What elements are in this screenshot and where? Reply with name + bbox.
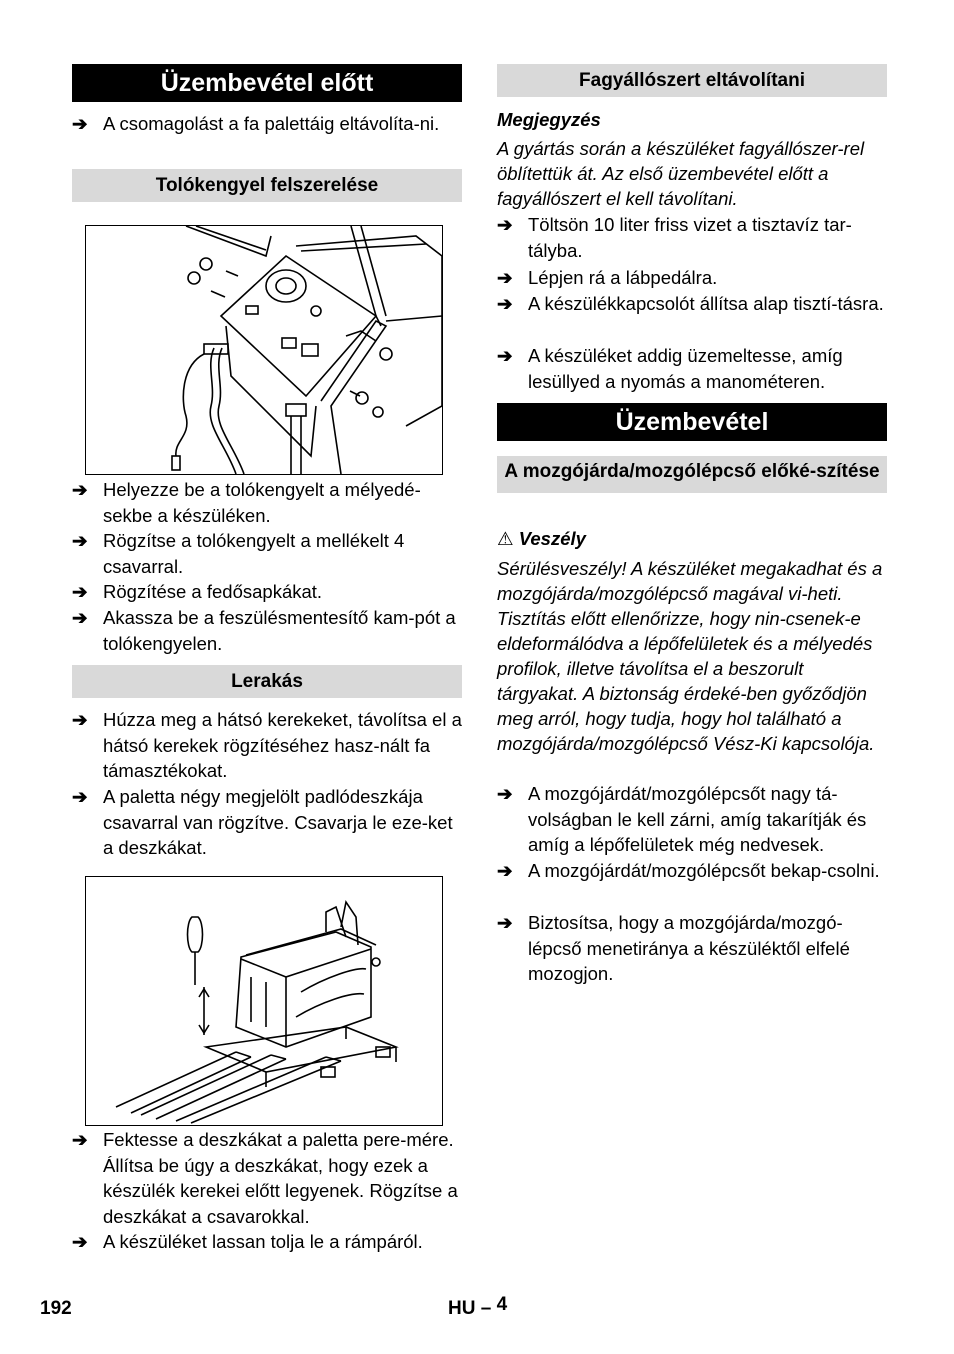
subheading-prepare-escalator: A mozgójárda/mozgólépcső előké-szítése [497, 456, 887, 493]
arrow-icon: ➔ [72, 530, 88, 551]
section-heading-before-commissioning: Üzembevétel előtt [72, 64, 462, 102]
subheading-remove-antifreeze: Fagyállószert eltávolítani [497, 64, 887, 97]
note-label: Megjegyzés [497, 109, 601, 130]
warning-triangle-icon: ⚠ [497, 528, 514, 549]
note-text: A gyártás során a készüléket fagyállószer-rel öblítettük át. Az első üzembevétel előtt a fagyállószert el kell távolítani. [497, 138, 865, 209]
page-number: 192 [40, 1298, 72, 1319]
bullet-pallet-boards: ➔ A paletta négy megjelölt padlódeszkája csavarral van rögzítve. Csavarja le eze-ket a deszkákat. [72, 786, 453, 858]
arrow-icon: ➔ [497, 267, 513, 288]
footer-section-number: 4 [496, 1294, 508, 1315]
bullet-remove-packaging: ➔ A csomagolást a fa palettáig eltávolíta-ni. [72, 111, 462, 137]
arrow-icon: ➔ [497, 860, 513, 881]
danger-heading [497, 528, 586, 550]
pallet-ramp-illustration [86, 877, 442, 1125]
arrow-icon: ➔ [72, 607, 88, 628]
arrow-icon: ➔ [72, 581, 88, 602]
arrow-icon: ➔ [72, 1231, 88, 1252]
bullet-strain-relief-hook: ➔ Akassza be a feszülésmentesítő kam-pót a tolókengyelen. [72, 607, 456, 654]
bullet-fix-caps: ➔ Rögzítése a fedősapkákat. [72, 579, 462, 605]
bullet-fix-screws: ➔ Rögzítse a tolókengyelt a mellékelt 4 csavarral. [72, 530, 405, 577]
arrow-icon: ➔ [497, 345, 513, 366]
bullet-place-boards: ➔ Fektesse a deszkákat a paletta pere-mére. Állítsa be úgy a deszkákat, hogy ezek a készülék kerekei előtt legyenek. Rögzítse a deszkákat a csavarokkal. [72, 1129, 458, 1227]
footer-lang [448, 1294, 508, 1320]
danger-label: Veszély [518, 528, 586, 549]
figure-push-handle-assembly [85, 225, 443, 475]
arrow-icon: ➔ [72, 709, 88, 730]
arrow-icon: ➔ [497, 214, 513, 235]
bullet-fill-water: ➔ Töltsön 10 liter friss vizet a tisztavíz tar-tályba. [497, 214, 852, 261]
bullet-rear-wheels: ➔ Húzza meg a hátsó kerekeket, távolítsa el a hátsó kerekek rögzítéséhez hasz-nált fa támasztékokat. [72, 709, 462, 781]
bullet-push-down-ramp: ➔ A készüléket lassan tolja le a rámpáról. [72, 1229, 462, 1255]
arrow-icon: ➔ [497, 912, 513, 933]
bullet-running-direction: ➔ Biztosítsa, hogy a mozgójárda/mozgó-lépcső menetiránya a készüléktől elfelé mozogjon. [497, 912, 850, 984]
subheading-push-handle: Tolókengyel felszerelése [72, 169, 462, 202]
figure-unloading-ramp [85, 876, 443, 1126]
bullet-close-off-escalator: ➔ A mozgójárdát/mozgólépcsőt nagy tá-volságban le kell zárni, amíg takarítják és amíg a lépőfelületek még nedvesek. [497, 783, 867, 855]
arrow-icon: ➔ [497, 783, 513, 804]
section-heading-commissioning: Üzembevétel [497, 403, 887, 441]
arrow-icon: ➔ [497, 293, 513, 314]
footer-dash: – [480, 1298, 492, 1319]
footer-lang-code: HU [448, 1298, 476, 1319]
arrow-icon: ➔ [72, 786, 88, 807]
arrow-icon: ➔ [72, 113, 88, 134]
arrow-icon: ➔ [72, 1129, 88, 1150]
bullet-operate-until-pressure: ➔ A készüléket addig üzemeltesse, amíg lesüllyed a nyomás a manométeren. [497, 345, 843, 392]
arrow-icon: ➔ [72, 479, 88, 500]
bullet-insert-handle: ➔ Helyezze be a tolókengyelt a mélyedé-sekbe a készüléken. [72, 479, 421, 526]
bullet-basic-cleaning-switch: ➔ A készülékkapcsolót állítsa alap tisztí-tásra. [497, 291, 887, 317]
danger-text: Sérülésveszély! A készüléket megakadhat és a mozgójárda/mozgólépcső magával vi-heti. Tisztítás előtt ellenőrizze, hogy nin-csenek-e eldeformálódva a lépőfelületek és a mélyedés profilok, illetve távolítsa el a beszorult tárgyakat. A biztonság érdeké-ben győződjön meg arról, hogy tudja, hogy hol található a mozgójárda/mozgólépcső Vész-Ki kapcsolója. [497, 558, 883, 754]
bullet-switch-on-escalator: ➔ A mozgójárdát/mozgólépcsőt bekap-csolni. [497, 858, 887, 884]
bullet-foot-pedal: ➔ Lépjen rá a lábpedálra. [497, 265, 887, 291]
machine-handle-illustration [86, 226, 442, 474]
subheading-unloading: Lerakás [72, 665, 462, 698]
